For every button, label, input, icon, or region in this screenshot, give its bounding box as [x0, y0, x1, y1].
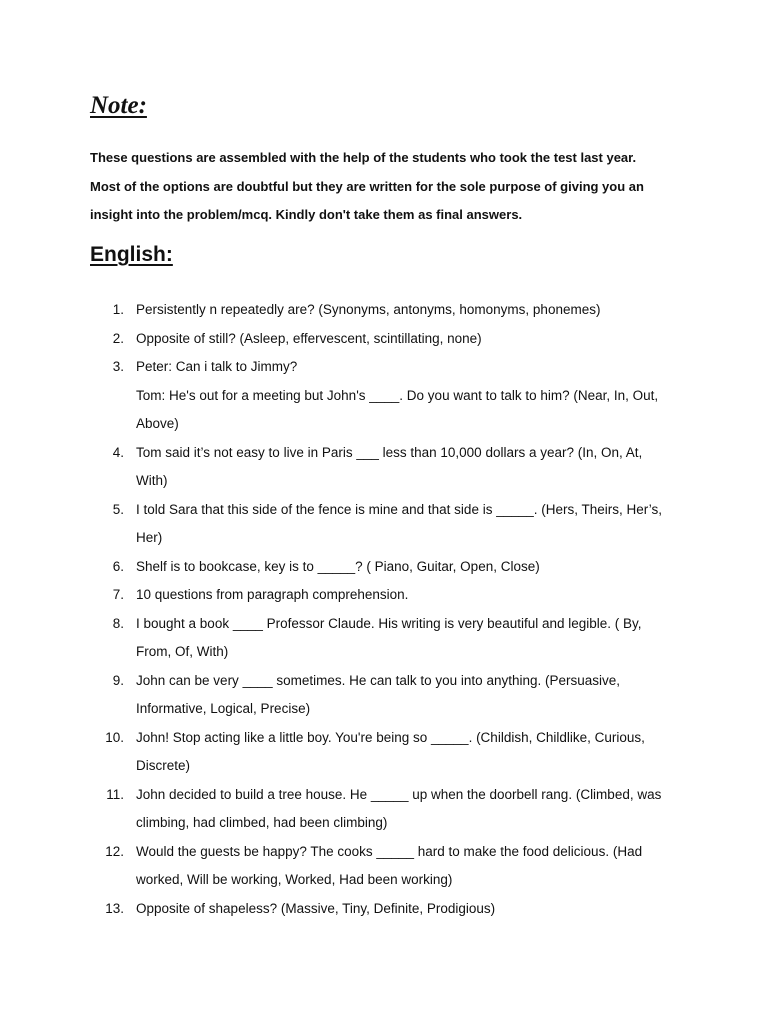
question-text-line: Opposite of shapeless? (Massive, Tiny, Definite, Prodigious)	[136, 900, 496, 916]
question-text-line: Discrete)	[136, 758, 191, 773]
question-number: 2.	[112, 330, 124, 346]
note-line: Most of the options are doubtful but they are written for the sole purpose of giving you an	[90, 178, 644, 194]
section-heading-english: English:	[90, 243, 173, 266]
question-number: 4.	[112, 444, 124, 460]
question-item	[0, 496, 688, 553]
question-item	[0, 353, 688, 439]
question-list	[0, 296, 688, 923]
question-text-line: From, Of, With)	[136, 644, 229, 659]
question-text-line: Tom said it’s not easy to live in Paris ___ less than 10,000 dollars a year? (In, On, At,	[136, 444, 643, 460]
question-text-line: Persistently n repeatedly are? (Synonyms, antonyms, homonyms, phonemes)	[136, 302, 601, 317]
question-item	[0, 296, 688, 325]
question-number: 8.	[112, 615, 124, 631]
question-number: 5.	[112, 501, 124, 517]
question-text-line: I bought a book ____ Professor Claude. His writing is very beautiful and legible. ( By,	[136, 615, 642, 631]
question-text-line: Informative, Logical, Precise)	[136, 701, 311, 716]
question-text-line: John can be very ____ sometimes. He can talk to you into anything. (Persuasive,	[136, 672, 621, 688]
question-text-line: I told Sara that this side of the fence is mine and that side is _____. (Hers, Theirs, Her’s,	[136, 501, 663, 517]
question-item	[0, 581, 688, 610]
question-item	[0, 667, 688, 724]
question-text-line: Tom: He's out for a meeting but John's ____. Do you want to talk to him? (Near, In, Out,	[136, 387, 659, 403]
question-text-line: 10 questions from paragraph comprehension.	[136, 587, 409, 602]
question-item	[0, 724, 688, 781]
question-item	[0, 553, 688, 582]
question-text-line: worked, Will be working, Worked, Had been working)	[136, 872, 453, 887]
question-item	[0, 838, 688, 895]
question-number: 10.	[105, 729, 124, 745]
note-line: insight into the problem/mcq. Kindly don't take them as final answers.	[90, 207, 523, 222]
question-number: 6.	[112, 558, 124, 574]
question-number: 1.	[112, 302, 124, 317]
question-number: 7.	[112, 587, 124, 602]
question-number: 11.	[106, 786, 124, 802]
note-line: These questions are assembled with the help of the students who took the test last year.	[90, 150, 637, 165]
question-text-line: John! Stop acting like a little boy. You're being so _____. (Childish, Childlike, Curious,	[136, 729, 645, 745]
question-text-line: climbing, had climbed, had been climbing)	[136, 815, 388, 830]
question-item	[0, 325, 688, 354]
question-number: 3.	[112, 359, 124, 374]
question-text-line: Above)	[136, 416, 179, 431]
question-text-line: Her)	[136, 530, 163, 545]
note-heading: Note:	[90, 92, 147, 119]
question-number: 9.	[112, 672, 124, 688]
question-text-line: Shelf is to bookcase, key is to _____? ( Piano, Guitar, Open, Close)	[136, 558, 540, 574]
question-item	[0, 439, 688, 496]
question-text-line: Would the guests be happy? The cooks _____ hard to make the food delicious. (Had	[136, 843, 643, 859]
question-item	[0, 610, 688, 667]
question-text-line: Opposite of still? (Asleep, effervescent, scintillating, none)	[136, 330, 482, 346]
question-number: 13.	[105, 900, 124, 916]
question-item	[0, 895, 688, 924]
note-paragraph	[90, 144, 690, 230]
question-text-line: Peter: Can i talk to Jimmy?	[136, 359, 298, 374]
question-text-line: With)	[136, 473, 168, 488]
question-item	[0, 781, 688, 838]
question-number: 12.	[105, 843, 124, 859]
question-text-line: John decided to build a tree house. He _____ up when the doorbell rang. (Climbed, was	[136, 786, 662, 802]
